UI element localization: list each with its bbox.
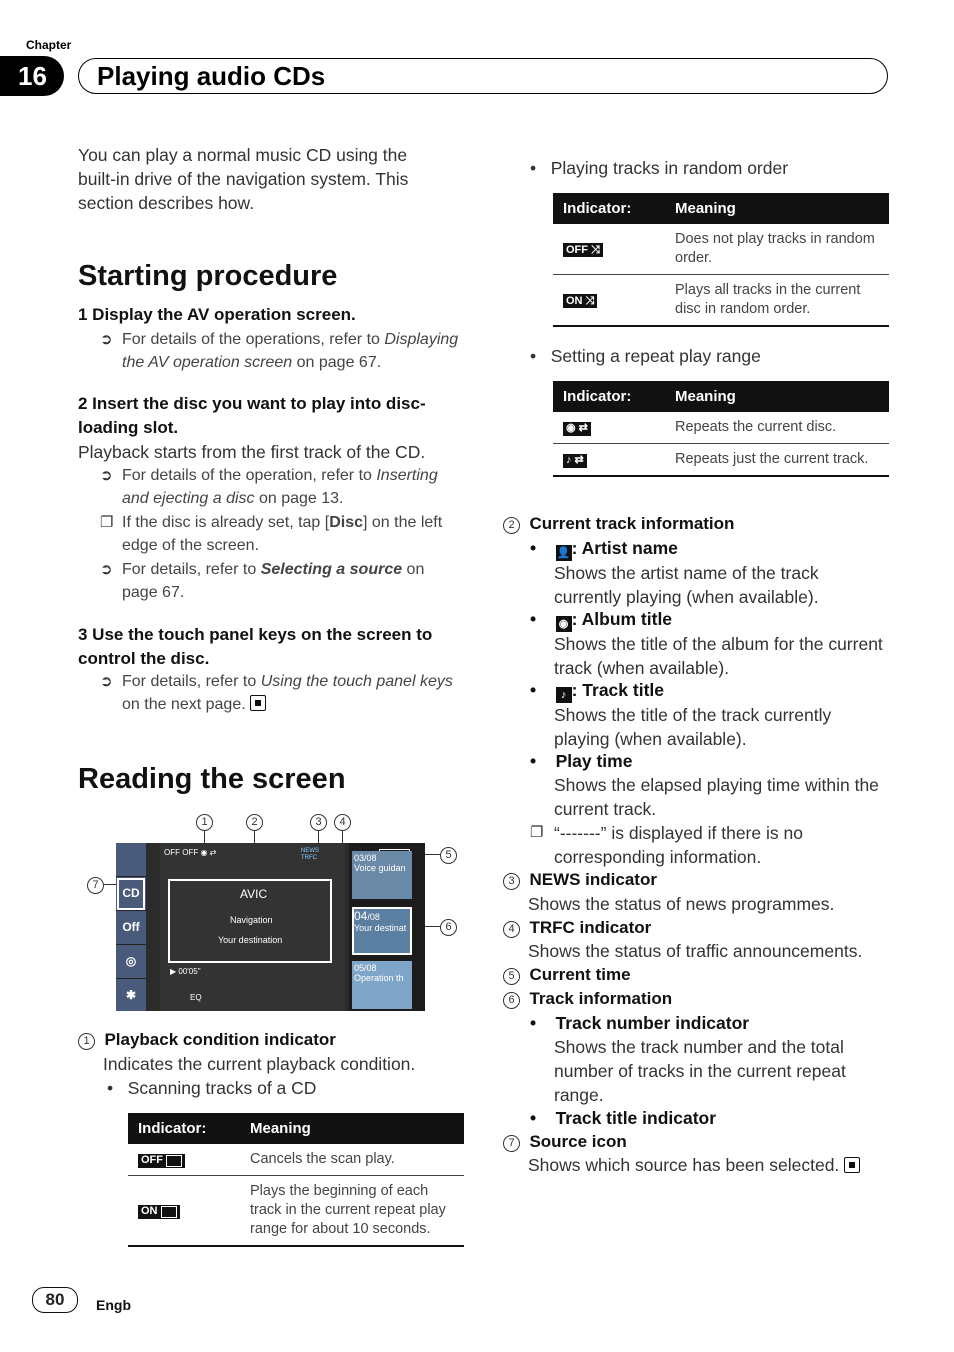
arrow-icon: ➲ [100, 561, 113, 578]
reading-screen-heading: Reading the screen [78, 763, 346, 795]
bullet-repeat: • Setting a repeat play range [530, 346, 761, 366]
end-mark-icon [250, 695, 266, 711]
random-indicator-table: Indicator: Meaning OFF ⤨ Does not play tracks in random order. ON ⤨ Plays all tracks in the current disc in random order. [553, 193, 889, 327]
callout-line [425, 926, 440, 927]
chapter-title-box [78, 58, 888, 94]
page-number: 80 [32, 1287, 78, 1313]
random-on-icon: ON ⤨ [563, 294, 597, 308]
dash-note: ❐ “-------” is displayed if there is no corresponding information. [530, 823, 803, 867]
item-4-text: Shows the status of traffic announcements. [528, 941, 863, 961]
arrow-icon: ➲ [100, 467, 113, 484]
callout-1: 1 [196, 813, 213, 831]
callout-5: 5 [440, 846, 457, 864]
callout-7: 7 [87, 876, 104, 894]
step-2-note-3: ➲ For details, refer to Selecting a source on page 67. [100, 558, 460, 604]
item-2-heading: 2 Current track information [503, 512, 734, 536]
bullet-random: • Playing tracks in random order [530, 158, 789, 178]
callout-4: 4 [334, 813, 351, 831]
playtime-bullet: • Play time Shows the elapsed playing time within the current track. [530, 751, 879, 819]
bluetooth-icon: ✱ [116, 979, 146, 1011]
source-disc-icon: ◎ [116, 945, 146, 979]
item-7-text: Shows which source has been selected. [528, 1153, 860, 1177]
item-6-heading: 6 Track information [503, 987, 672, 1011]
source-off: Off [116, 911, 146, 945]
step-2: 2 Insert the disc you want to play into disc-loading slot. [78, 394, 426, 437]
callout-6: 6 [440, 918, 457, 936]
album-text: Navigation [230, 915, 273, 925]
repeat-track-icon: ♪ ⇄ [563, 454, 587, 468]
source-sidebar [116, 843, 146, 1011]
item-1-heading: 1 Playback condition indicator [78, 1028, 336, 1052]
starting-procedure-heading: Starting procedure [78, 260, 338, 292]
item-1-text: Indicates the current playback condition. [103, 1054, 416, 1074]
checkbox-icon: ❐ [100, 514, 114, 531]
item-3-text: Shows the status of news programmes. [528, 894, 835, 914]
item-7-heading: 7 Source icon [503, 1130, 627, 1154]
track-list [349, 843, 425, 1011]
step-2-note-2: ❐ If the disc is already set, tap [Disc] on the left edge of the screen. [100, 511, 460, 557]
track-tile: 05/08 Operation th [352, 961, 412, 1009]
intro-text: You can play a normal music CD using the built-in drive of the navigation system. This section describes how. [78, 145, 409, 213]
language-code: Engb [96, 1297, 131, 1313]
artist-icon: 👤 [556, 547, 571, 559]
chapter-number: 16 [0, 56, 64, 96]
track-tile-current: 04/08 Your destinat [352, 907, 412, 955]
playback-condition-indicator: OFF OFF ◉ ⇄ [164, 848, 217, 857]
checkbox-icon: ❐ [530, 824, 544, 841]
album-icon: ◉ [556, 616, 572, 632]
end-mark-icon [844, 1157, 860, 1173]
source-cd: CD [116, 877, 146, 911]
random-off-icon: OFF ⤨ [563, 243, 603, 257]
item-5-heading: 5 Current time [503, 963, 631, 987]
track-title-bullet: • Track title indicator [530, 1108, 717, 1128]
step-2-note-1: ➲ For details of the operation, refer to Inserting and ejecting a disc on page 13. [100, 464, 460, 510]
chapter-title: Playing audio CDs [97, 61, 326, 91]
repeat-disc-icon: ◉ ⇄ [563, 422, 591, 436]
av-screen-image [116, 843, 425, 1011]
artist-bullet: • 👤: Artist name Shows the artist name of the track currently playing (when available). [530, 538, 819, 607]
scan-on-icon: ON [138, 1205, 180, 1219]
repeat-indicator-table: Indicator: Meaning ◉ ⇄ Repeats the current disc. ♪ ⇄ Repeats just the current track. [553, 381, 889, 477]
track-icon: ♪ [556, 687, 572, 703]
scan-off-icon: OFF [138, 1154, 185, 1168]
callout-3: 3 [310, 813, 327, 831]
step-1: 1 Display the AV operation screen. [78, 305, 356, 324]
album-bullet: • ◉ : Album title Shows the title of the album for the current track (when available). [530, 609, 883, 678]
track-info-area [160, 843, 345, 1011]
arrow-icon: ➲ [100, 331, 113, 348]
step-3-note: ➲ For details, refer to Using the touch panel keys on the next page. [100, 670, 460, 716]
arrow-icon: ➲ [100, 673, 113, 690]
callout-2: 2 [246, 813, 263, 831]
item-1-bullet: • Scanning tracks of a CD [107, 1078, 317, 1098]
step-3: 3 Use the touch panel keys on the screen to control the disc. [78, 625, 433, 668]
step-2-text: Playback starts from the first track of the CD. [78, 442, 426, 462]
track-bullet: • ♪ : Track title Shows the title of the track currently playing (when available). [530, 680, 832, 749]
track-info-box [168, 879, 332, 963]
news-trfc-indicator: NEWS TRFC [301, 848, 319, 861]
item-4-heading: 4 TRFC indicator [503, 916, 651, 940]
artist-text: AVIC [240, 887, 268, 901]
eq-button: EQ [190, 993, 202, 1002]
chapter-label: Chapter [26, 38, 72, 52]
track-number-bullet: • Track number indicator Shows the track number and the total number of tracks in the current repeat range. [530, 1013, 846, 1105]
item-3-heading: 3 NEWS indicator [503, 868, 657, 892]
step-1-note: ➲ For details of the operations, refer to Displaying the AV operation screen on page 67. [100, 328, 460, 374]
scan-indicator-table: Indicator: Meaning OFF Cancels the scan play. ON Plays the beginning of each track in the current repeat play range for about 10 seconds. [128, 1113, 464, 1247]
track-tile: 03/08 Voice guidan [352, 851, 412, 899]
track-text: Your destination [218, 935, 283, 945]
play-time: ▶ 00'05" [170, 967, 201, 976]
